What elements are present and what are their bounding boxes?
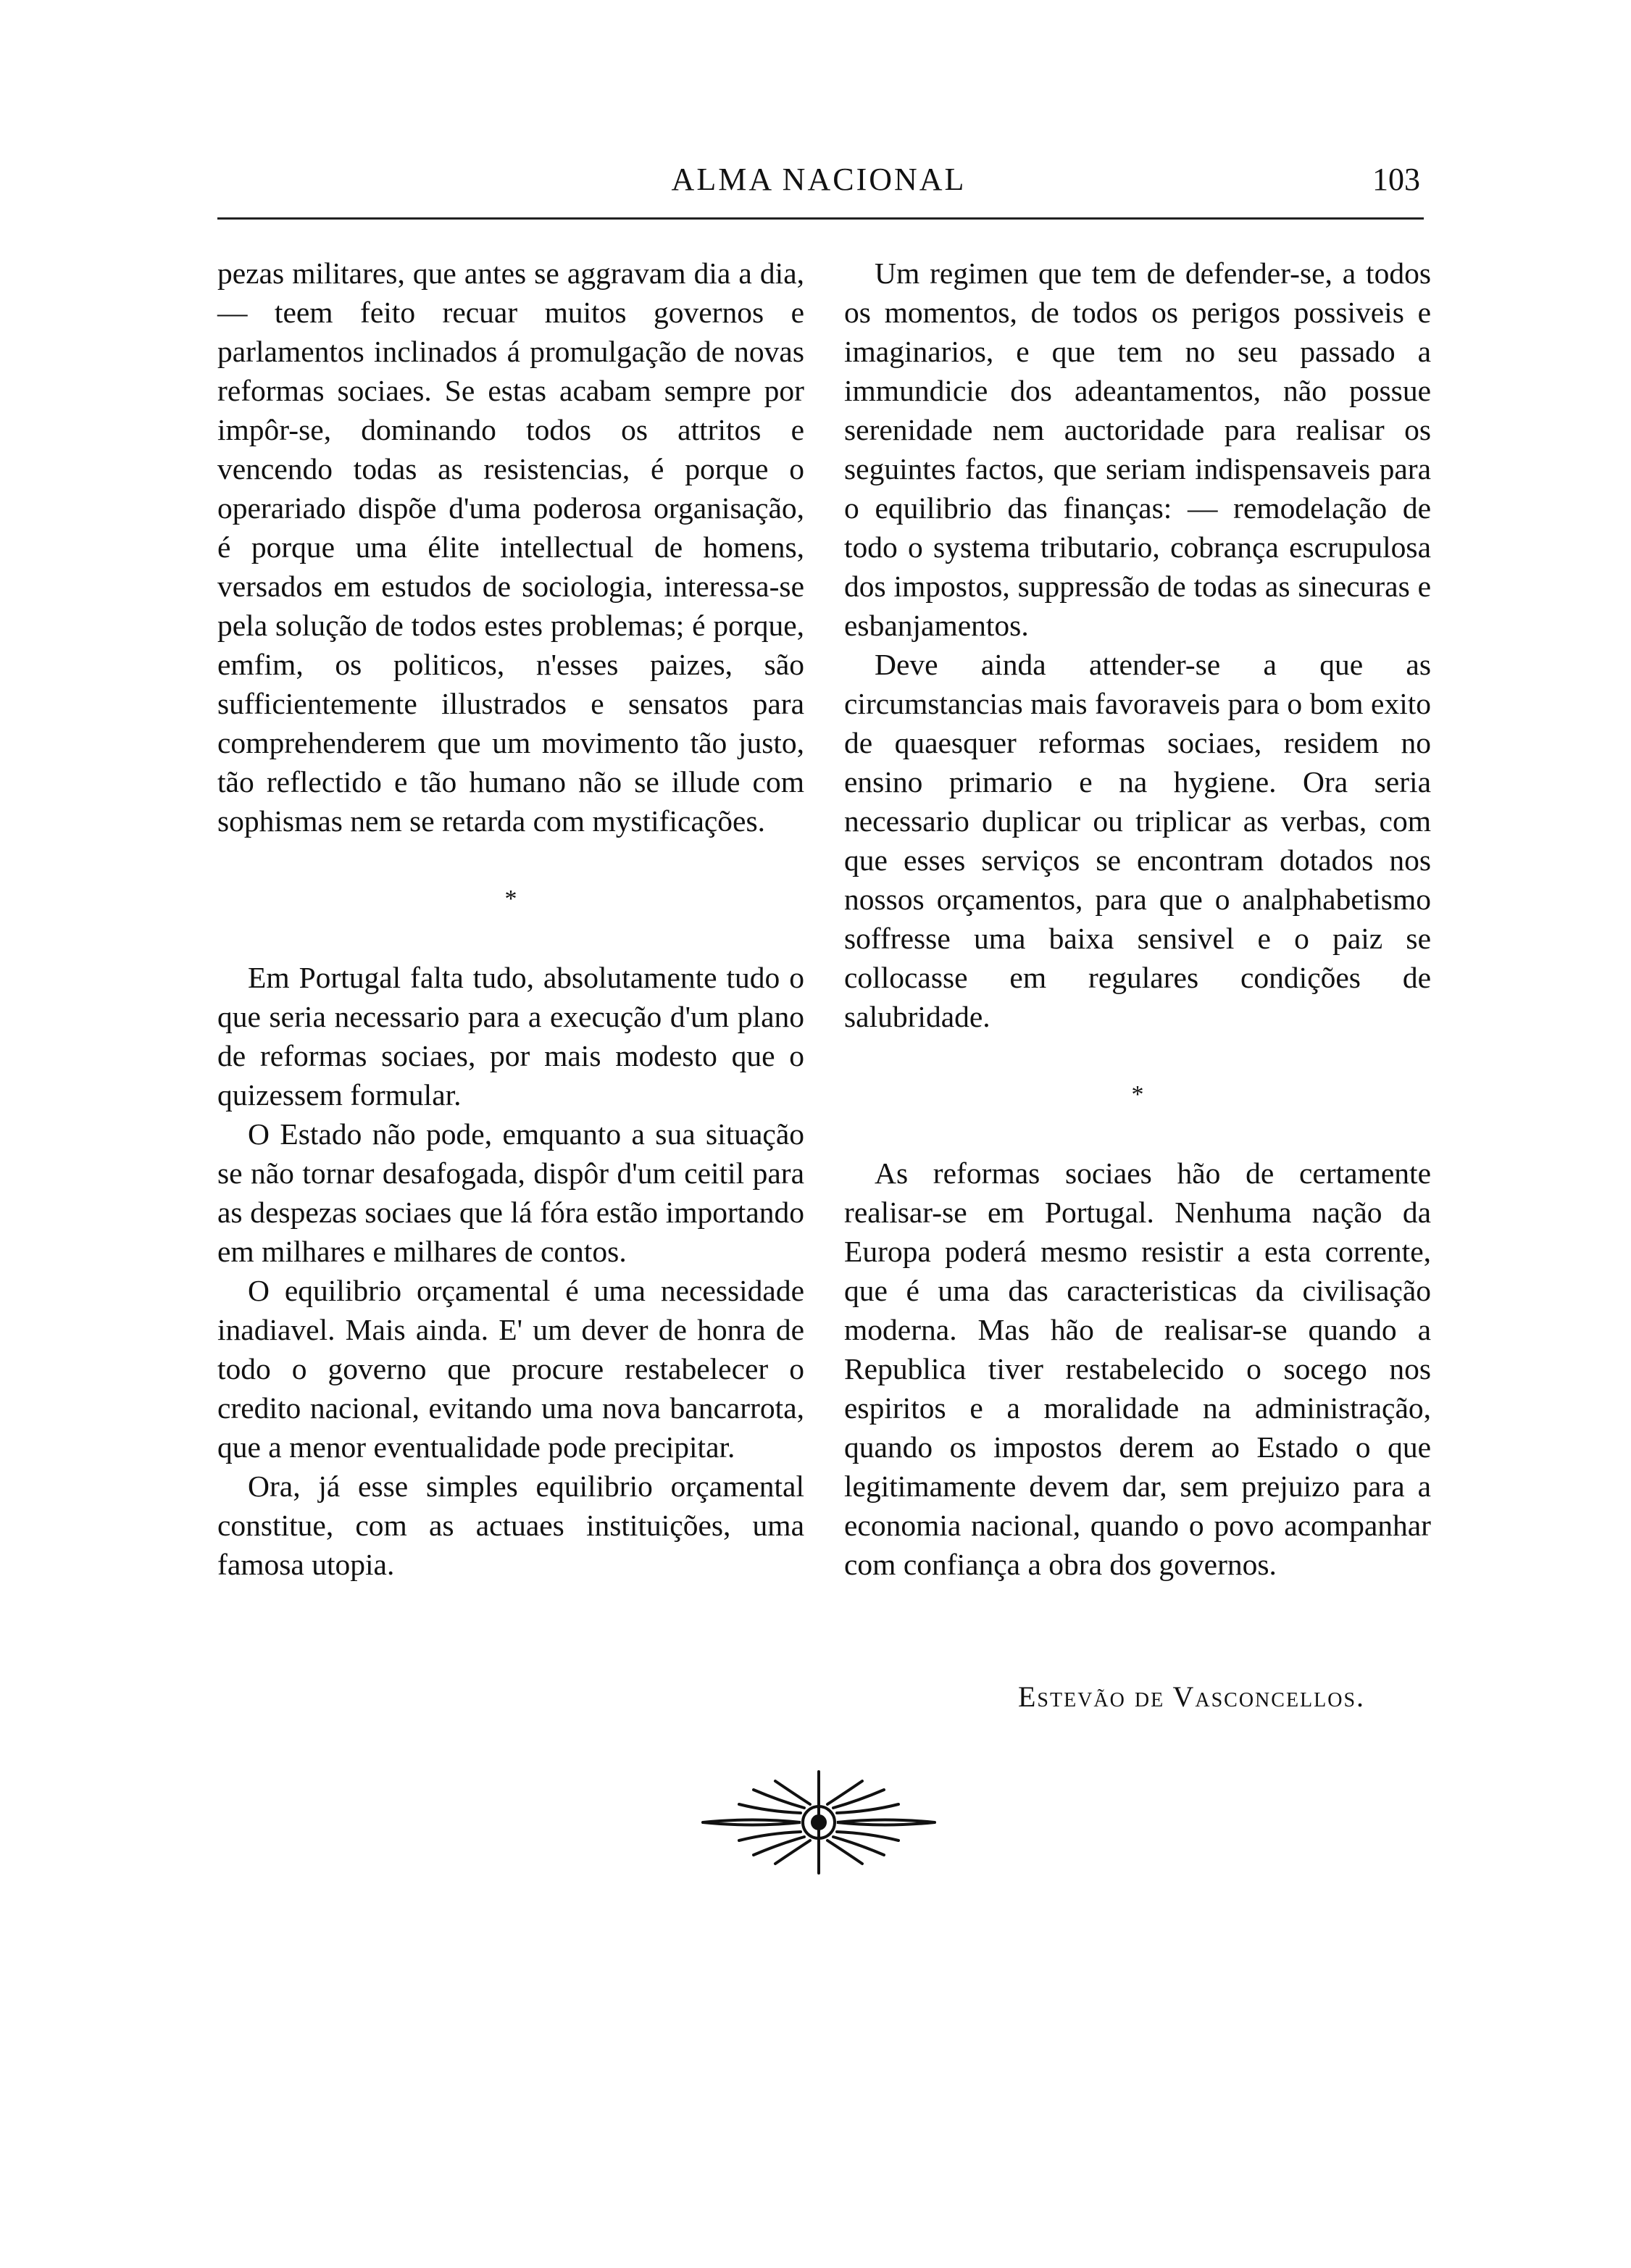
left-paragraph-3: O Estado não pode, emquanto a sua situação se não tornar desafogada, dispôr d'um ceitil para as despezas sociaes que lá fóra estão importando em milhares e milhares de contos. bbox=[217, 1117, 804, 1268]
running-header bbox=[217, 161, 1420, 204]
palmette-ornament-icon bbox=[696, 1768, 942, 1877]
header-rule bbox=[217, 217, 1424, 220]
right-paragraph-2: Deve ainda attender-se a que as circumstancias mais favoraveis para o bom exito de quaesquer reformas sociaes, residem no ensino primario e na hygiene. Ora seria necessario duplicar ou triplicar as verbas, com que esses serviços se encontram dotados nos nossos orçamentos, para que o analphabetismo soffresse uma baixa sensivel e o paiz se collocasse em regulares condições de salubridade. bbox=[844, 648, 1431, 1033]
right-paragraph-1: Um regimen que tem de defender-se, a todos os momentos, de todos os perigos possiveis e imaginarios, e que tem no seu passado a immundicie dos adeantamentos, não possue serenidade nem auctoridade para realisar os seguintes factos, que seriam indispensaveis para o equilibrio das finanças: — remodelação de todo o systema tributario, cobrança escrupulosa dos impostos, suppressão de todas as sinecuras e esbanjamentos. bbox=[844, 257, 1431, 642]
left-paragraph-1: pezas militares, que antes se aggravam dia a dia, — teem feito recuar muitos governos e parlamentos inclinados á promulgação de novas reformas sociaes. Se estas acabam sempre por impôr-se, dominando todos os attritos e vencendo todas as resistencias, é porque o operariado dispõe d'uma poderosa organisação, é porque uma élite intellectual de homens, versados em estudos de sociologia, interessa-se pela solução de todos estes problemas; é porque, emfim, os politicos, n'esses paizes, são sufficientemente illustrados e sensatos para comprehenderem que um movimento tão justo, tão reflectido e tão humano não se illude com sophismas nem se retarda com mystificações. bbox=[217, 257, 804, 838]
left-paragraph-2: Em Portugal falta tudo, absolutamente tudo o que seria necessario para a execução d'um plano de reformas sociaes, por mais modesto que o quizessem formular. bbox=[217, 961, 804, 1112]
section-separator: * bbox=[504, 885, 517, 912]
running-title: ALMA NACIONAL bbox=[671, 162, 967, 197]
page-number: 103 bbox=[1372, 162, 1420, 197]
author-signature: Estevão de Vasconcellos. bbox=[1018, 1680, 1366, 1713]
left-paragraph-4: O equilibrio orçamental é uma necessidade inadiavel. Mais ainda. E' um dever de honra de todo o governo que procure restabelecer o credito nacional, evitando uma nova bancarrota, que a menor eventualidade pode precipitar. bbox=[217, 1274, 804, 1464]
right-column bbox=[844, 254, 1431, 1584]
right-paragraph-3: As reformas sociaes hão de certamente realisar-se em Portugal. Nenhuma nação da Europa poderá mesmo resistir a esta corrente, que é uma das caracteristicas da civilisação moderna. Mas hão de realisar-se quando a Republica tiver restabelecido o socego nos espiritos e a moralidade na administração, quando os impostos derem ao Estado o que legitimamente devem dar, sem prejuizo para a economia nacional, quando o povo acompanhar com confiança a obra dos governos. bbox=[844, 1156, 1431, 1581]
section-separator: * bbox=[1131, 1081, 1144, 1108]
left-column bbox=[217, 254, 804, 1584]
left-paragraph-5: Ora, já esse simples equilibrio orçamental constitue, com as actuaes instituições, uma famosa utopia. bbox=[217, 1469, 804, 1581]
